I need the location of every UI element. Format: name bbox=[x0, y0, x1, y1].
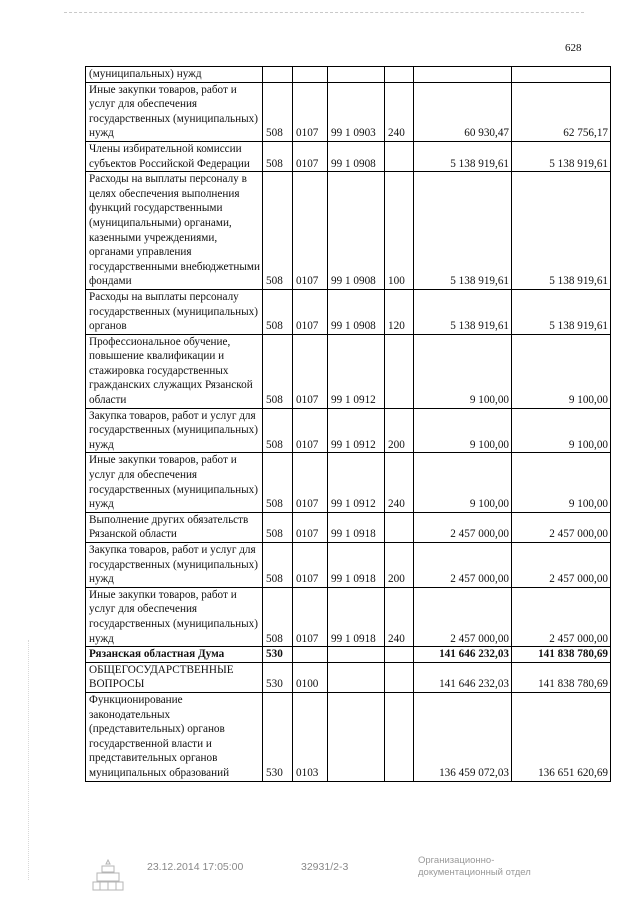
footer-department-line1: Организационно- bbox=[418, 855, 495, 866]
ved-code-cell bbox=[263, 67, 293, 83]
expense-type-cell bbox=[385, 67, 414, 83]
sum-2015-cell: 136 459 072,03 bbox=[414, 692, 512, 781]
ved-code-cell: 508 bbox=[263, 289, 293, 334]
row-name-cell: Рязанская областная Дума bbox=[86, 647, 263, 663]
table-row bbox=[86, 82, 611, 141]
ved-code-cell: 508 bbox=[263, 334, 293, 408]
target-article-cell: 99 1 0908 bbox=[328, 172, 385, 290]
section-code-cell: 0107 bbox=[293, 512, 328, 542]
sum-2016-cell: 141 838 780,69 bbox=[512, 647, 611, 663]
sum-2015-cell: 5 138 919,61 bbox=[414, 172, 512, 290]
sum-2016-cell: 9 100,00 bbox=[512, 334, 611, 408]
sum-2015-cell bbox=[414, 67, 512, 83]
row-name-cell: Выполнение других обязательств Рязанской области bbox=[86, 512, 263, 542]
sum-2015-cell: 9 100,00 bbox=[414, 408, 512, 453]
footer-department bbox=[418, 855, 531, 879]
building-stamp-icon bbox=[90, 858, 126, 897]
ved-code-cell: 508 bbox=[263, 172, 293, 290]
target-article-cell: 99 1 0918 bbox=[328, 512, 385, 542]
target-article-cell bbox=[328, 692, 385, 781]
target-article-cell bbox=[328, 647, 385, 663]
section-code-cell: 0107 bbox=[293, 453, 328, 512]
sum-2016-cell: 141 838 780,69 bbox=[512, 662, 611, 692]
budget-table bbox=[85, 66, 611, 782]
table-row bbox=[86, 543, 611, 588]
ved-code-cell: 508 bbox=[263, 82, 293, 141]
table-row bbox=[86, 647, 611, 663]
sum-2016-cell: 5 138 919,61 bbox=[512, 172, 611, 290]
target-article-cell bbox=[328, 67, 385, 83]
expense-type-cell bbox=[385, 334, 414, 408]
row-name-cell: Закупка товаров, работ и услуг для государственных (муниципальных) нужд bbox=[86, 543, 263, 588]
section-code-cell: 0100 bbox=[293, 662, 328, 692]
row-name-cell: Члены избирательной комиссии субъектов Российской Федерации bbox=[86, 141, 263, 171]
sum-2015-cell: 60 930,47 bbox=[414, 82, 512, 141]
table-row bbox=[86, 67, 611, 83]
row-name-cell: Расходы на выплаты персоналу в целях обеспечения выполнения функций государственными (муниципальными) органами, казенными учреждениями, органами управления государственными внебюджетными фондами bbox=[86, 172, 263, 290]
sum-2015-cell: 2 457 000,00 bbox=[414, 512, 512, 542]
row-name-cell: Профессиональное обучение, повышение квалификации и стажировка государственных гражданских служащих Рязанской области bbox=[86, 334, 263, 408]
row-name-cell: Иные закупки товаров, работ и услуг для обеспечения государственных (муниципальных) нужд bbox=[86, 82, 263, 141]
row-name-cell: Иные закупки товаров, работ и услуг для обеспечения государственных (муниципальных) нужд bbox=[86, 587, 263, 646]
sum-2015-cell: 141 646 232,03 bbox=[414, 647, 512, 663]
ved-code-cell: 508 bbox=[263, 587, 293, 646]
ved-code-cell: 508 bbox=[263, 141, 293, 171]
row-name-cell: Иные закупки товаров, работ и услуг для обеспечения государственных (муниципальных) нужд bbox=[86, 453, 263, 512]
expense-type-cell bbox=[385, 141, 414, 171]
scan-margin-marks bbox=[28, 640, 29, 880]
sum-2016-cell: 136 651 620,69 bbox=[512, 692, 611, 781]
budget-table-body bbox=[86, 67, 611, 782]
section-code-cell: 0107 bbox=[293, 334, 328, 408]
expense-type-cell bbox=[385, 512, 414, 542]
section-code-cell: 0107 bbox=[293, 587, 328, 646]
row-name-cell: Расходы на выплаты персоналу государственных (муниципальных) органов bbox=[86, 289, 263, 334]
table-row bbox=[86, 172, 611, 290]
expense-type-cell bbox=[385, 647, 414, 663]
sum-2015-cell: 2 457 000,00 bbox=[414, 543, 512, 588]
expense-type-cell bbox=[385, 692, 414, 781]
sum-2015-cell: 9 100,00 bbox=[414, 334, 512, 408]
sum-2015-cell: 5 138 919,61 bbox=[414, 289, 512, 334]
section-code-cell: 0107 bbox=[293, 289, 328, 334]
target-article-cell: 99 1 0912 bbox=[328, 334, 385, 408]
sum-2016-cell: 2 457 000,00 bbox=[512, 543, 611, 588]
target-article-cell: 99 1 0918 bbox=[328, 587, 385, 646]
section-code-cell: 0107 bbox=[293, 408, 328, 453]
sum-2016-cell: 2 457 000,00 bbox=[512, 587, 611, 646]
section-code-cell: 0107 bbox=[293, 543, 328, 588]
expense-type-cell: 240 bbox=[385, 82, 414, 141]
sum-2016-cell: 9 100,00 bbox=[512, 453, 611, 512]
table-row bbox=[86, 141, 611, 171]
sum-2016-cell: 5 138 919,61 bbox=[512, 289, 611, 334]
ved-code-cell: 508 bbox=[263, 512, 293, 542]
sum-2016-cell: 9 100,00 bbox=[512, 408, 611, 453]
expense-type-cell: 200 bbox=[385, 408, 414, 453]
sum-2015-cell: 9 100,00 bbox=[414, 453, 512, 512]
footer-doc-number: 32931/2-3 bbox=[301, 861, 349, 873]
sum-2016-cell: 5 138 919,61 bbox=[512, 141, 611, 171]
ved-code-cell: 508 bbox=[263, 543, 293, 588]
table-row bbox=[86, 289, 611, 334]
ved-code-cell: 530 bbox=[263, 647, 293, 663]
sum-2016-cell: 62 756,17 bbox=[512, 82, 611, 141]
sum-2016-cell: 2 457 000,00 bbox=[512, 512, 611, 542]
section-code-cell bbox=[293, 67, 328, 83]
target-article-cell: 99 1 0908 bbox=[328, 289, 385, 334]
section-code-cell: 0107 bbox=[293, 172, 328, 290]
target-article-cell bbox=[328, 662, 385, 692]
expense-type-cell: 240 bbox=[385, 453, 414, 512]
target-article-cell: 99 1 0918 bbox=[328, 543, 385, 588]
expense-type-cell: 200 bbox=[385, 543, 414, 588]
target-article-cell: 99 1 0903 bbox=[328, 82, 385, 141]
row-name-cell: Закупка товаров, работ и услуг для государственных (муниципальных) нужд bbox=[86, 408, 263, 453]
table-row bbox=[86, 692, 611, 781]
sum-2015-cell: 5 138 919,61 bbox=[414, 141, 512, 171]
expense-type-cell bbox=[385, 662, 414, 692]
target-article-cell: 99 1 0908 bbox=[328, 141, 385, 171]
table-row bbox=[86, 587, 611, 646]
ved-code-cell: 530 bbox=[263, 692, 293, 781]
section-code-cell: 0103 bbox=[293, 692, 328, 781]
ved-code-cell: 508 bbox=[263, 453, 293, 512]
target-article-cell: 99 1 0912 bbox=[328, 408, 385, 453]
table-row bbox=[86, 408, 611, 453]
row-name-cell: ОБЩЕГОСУДАРСТВЕННЫЕ ВОПРОСЫ bbox=[86, 662, 263, 692]
sum-2015-cell: 141 646 232,03 bbox=[414, 662, 512, 692]
table-row bbox=[86, 334, 611, 408]
section-code-cell bbox=[293, 647, 328, 663]
ved-code-cell: 530 bbox=[263, 662, 293, 692]
page-number: 628 bbox=[565, 42, 582, 54]
footer-date: 23.12.2014 17:05:00 bbox=[147, 861, 244, 873]
ved-code-cell: 508 bbox=[263, 408, 293, 453]
footer-department-line2: документационный отдел bbox=[418, 867, 531, 878]
table-row bbox=[86, 662, 611, 692]
sum-2016-cell bbox=[512, 67, 611, 83]
top-scan-line bbox=[64, 12, 584, 13]
row-name-cell: Функционирование законодательных (представительных) органов государственной власти и представительных органов муниципальных образований bbox=[86, 692, 263, 781]
target-article-cell: 99 1 0912 bbox=[328, 453, 385, 512]
sum-2015-cell: 2 457 000,00 bbox=[414, 587, 512, 646]
expense-type-cell: 240 bbox=[385, 587, 414, 646]
expense-type-cell: 120 bbox=[385, 289, 414, 334]
expense-type-cell: 100 bbox=[385, 172, 414, 290]
section-code-cell: 0107 bbox=[293, 82, 328, 141]
row-name-cell: (муниципальных) нужд bbox=[86, 67, 263, 83]
table-row bbox=[86, 453, 611, 512]
table-row bbox=[86, 512, 611, 542]
section-code-cell: 0107 bbox=[293, 141, 328, 171]
